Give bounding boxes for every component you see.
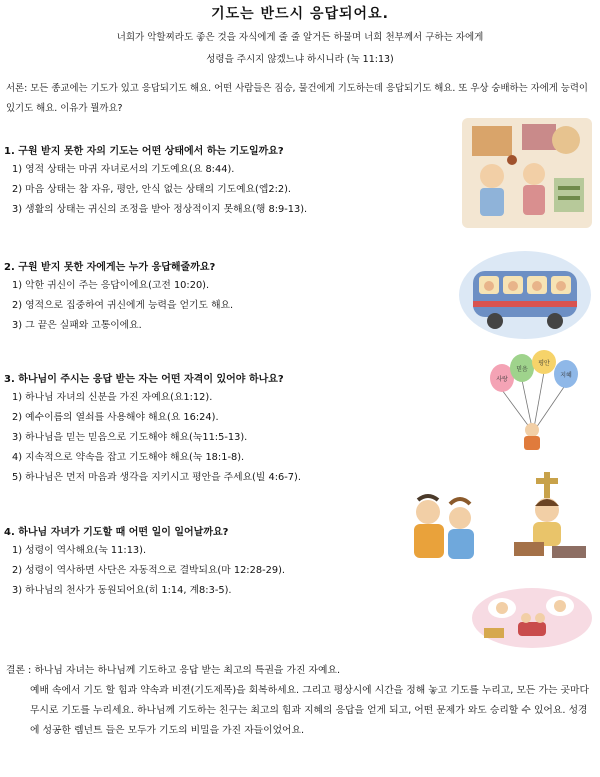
question-2: 2. 구원 받지 못한 자에게는 누가 응답해줄까요? (4, 262, 216, 273)
answer-3-2: 2) 예수이름의 열쇠를 사용해야 해요(요 16:24). (12, 412, 219, 423)
question-3: 3. 하나님이 주시는 응답 받는 자는 어떤 자격이 있어야 하나요? (4, 374, 284, 385)
balloon-word-4: 지혜 (560, 372, 572, 379)
idol-worship-illustration (462, 118, 592, 228)
intro-paragraph: 서론: 모든 종교에는 기도가 있고 응답되기도 해요. 어떤 사람들은 짐승, 물건에게 기도하는데 응답되기도 해요. 또 우상 숭배하는 자에게 능력이 있기도 해요. 이유가 뭘까요? (6, 83, 588, 114)
balloon-word-1: 사랑 (496, 376, 508, 383)
conclusion-label: 결론 : (6, 665, 32, 676)
answer-3-3: 3) 하나님을 믿는 믿음으로 기도해야 해요(눅11:5-13). (12, 432, 248, 443)
answer-3-5: 5) 하나님은 먼저 마음과 생각을 지키시고 평안을 주세요(빌 4:6-7). (12, 472, 301, 483)
verse-line-2: 성령을 주시지 않겠느냐 하시니라 (눅 11:13) (206, 54, 394, 65)
answer-3-4: 4) 지속적으로 약속을 잡고 기도해야 해요(눅 18:1-8). (12, 452, 245, 463)
balloon-word-2: 믿음 (516, 366, 528, 373)
answer-4-3: 3) 하나님의 천사가 동원되어요(히 1:14, 계8:3-5). (12, 585, 232, 596)
answer-2-1: 1) 악한 귀신이 주는 응답이에요(고전 10:20). (12, 280, 210, 291)
family-praying-illustration (398, 488, 490, 570)
conclusion (6, 661, 596, 741)
bus-illustration (455, 243, 595, 343)
answer-1-3: 3) 생활의 상태는 귀신의 조정을 받아 정상적이지 못해요(행 8:9-13). (12, 204, 308, 215)
answer-4-1: 1) 성령이 역사해요(눅 11:13). (12, 545, 147, 556)
answer-1-1: 1) 영적 상태는 마귀 자녀로서의 기도예요(요 8:44). (12, 164, 235, 175)
conclusion-first-line: 하나님 자녀는 하나님께 기도하고 응답 받는 최고의 특권을 가진 자예요. (34, 665, 341, 676)
child-praying-illustration (500, 468, 595, 563)
answer-1-2: 2) 마음 상태는 참 자유, 평안, 안식 없는 상태의 기도예요(엡2:2). (12, 184, 292, 195)
page-title: 기도는 반드시 응답되어요. (211, 6, 389, 22)
answer-3-1: 1) 하나님 자녀의 신분을 가진 자예요(요1:12). (12, 392, 213, 403)
question-4: 4. 하나님 자녀가 기도할 때 어떤 일이 일어날까요? (4, 527, 229, 538)
angels-illustration (468, 582, 596, 650)
verse-line-1: 너희가 악할찌라도 좋은 것을 자식에게 줄 줄 알거든 하물며 너희 천부께서 구하는 자에게 (116, 32, 484, 43)
balloons-illustration (462, 350, 592, 450)
conclusion-body: 예배 속에서 기도 할 힘과 약속과 비젼(기도제목)을 회복하세요. 그리고 평상시에 시간을 정해 놓고 기도를 누리고, 모든 가는 곳마다 무시로 기도를 누리세요. 하나님께 기도하는 친구는 최고의 힘과 지혜의 응답을 얻게 되고, 어떤 문제가 와도 승리할 수 있어요. 성경에 성공한 렘넌트 들은 모두가 기도의 비밀을 가진 자들이었어요. (30, 685, 589, 736)
answer-2-2: 2) 영적으로 집중하여 귀신에게 능력을 얻기도 해요. (12, 300, 234, 311)
answer-4-2: 2) 성령이 역사하면 사단은 자동적으로 결박되요(마 12:28-29). (12, 565, 286, 576)
balloon-word-3: 평안 (538, 360, 550, 367)
question-1: 1. 구원 받지 못한 자의 기도는 어떤 상태에서 하는 기도일까요? (4, 146, 284, 157)
answer-2-3: 3) 그 끝은 실패와 고통이에요. (12, 320, 142, 331)
